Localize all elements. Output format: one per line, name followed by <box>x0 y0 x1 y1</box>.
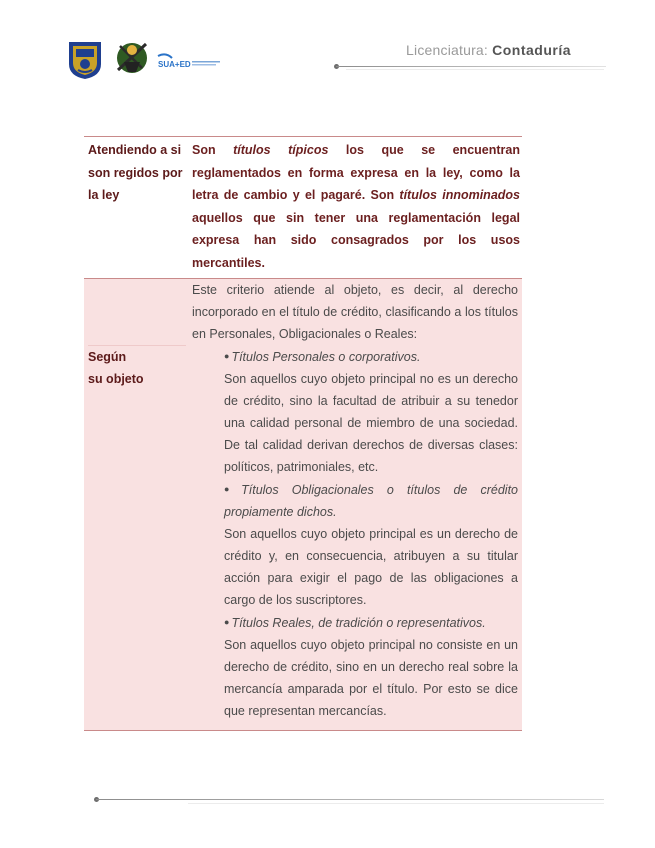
body-text: Son <box>192 143 234 157</box>
item-text: Son aquellos cuyo objeto principal es un derecho de crédito y, en consecuencia, atribuyen a su titular acción para exigir el pago de las obligaciones a cargo de los suscriptores. <box>224 527 518 607</box>
table-cell-body <box>186 137 522 279</box>
list-item <box>192 345 518 478</box>
classification-table <box>84 136 522 731</box>
row-label-object-line2: su objeto <box>88 372 144 386</box>
table-row-object <box>84 279 522 731</box>
body-emphasis: títulos típicos <box>233 143 329 157</box>
object-intro: Este criterio atiende al objeto, es decir, al derecho incorporado en el título de crédito, clasificando a los títulos en Personales, Obligacionales o Reales: <box>192 283 518 341</box>
footer-divider <box>96 799 604 800</box>
suayed-logo-icon <box>156 52 222 70</box>
item-heading: Títulos Obligacionales o títulos de crédito propiamente dichos. <box>224 483 518 519</box>
body-text: los que se encuentran reglamentados en forma expresa en la ley, como la letra de cambio y el pagaré. Son <box>192 143 520 202</box>
table-cell-label <box>84 137 186 279</box>
bullet-dot-icon: ● <box>224 617 230 627</box>
body-text: aquellos que sin tener una reglamentación legal expresa han sido consagrados por los usos mercantiles. <box>192 210 520 270</box>
table-cell-label <box>84 279 186 731</box>
footer-divider-shadow <box>188 803 604 804</box>
header-divider-shadow <box>346 69 604 70</box>
bullet-dot-icon: ● <box>224 351 230 361</box>
row-label-regulated: Atendiendo a si son regidos por la ley <box>88 143 183 202</box>
body-emphasis: títulos innominados <box>399 188 520 202</box>
fca-logo-icon <box>112 38 152 76</box>
row-body-regulated <box>192 139 520 274</box>
unam-shield-icon <box>66 40 104 80</box>
item-heading: Títulos Reales, de tradición o representativos. <box>231 616 486 630</box>
list-item <box>192 478 518 611</box>
header-title-highlight: Contaduría <box>492 42 571 58</box>
svg-text:SUA+ED: SUA+ED <box>158 60 191 69</box>
header-title-prefix: Licenciatura: <box>406 42 489 58</box>
item-heading: Títulos Personales o corporativos. <box>231 350 421 364</box>
table-cell-body <box>186 279 522 731</box>
list-item <box>192 611 518 722</box>
header-title <box>406 42 571 58</box>
bullet-dot-icon: ● <box>224 484 240 494</box>
item-text: Son aquellos cuyo objeto principal no es un derecho de crédito, sino la facultad de atribuir a su tenedor una calidad personal de miembro de una sociedad. De tal calidad derivan derechos de diversas clases: políticos, patrimoniales, etc. <box>224 372 518 474</box>
table-row-regulated <box>84 137 522 279</box>
item-text: Son aquellos cuyo objeto principal no consiste en un derecho de crédito, sino en un derecho real sobre la mercancía amparada por el título. Por esto se dice que representan mercancías. <box>224 638 518 718</box>
row-label-object-line1: Según <box>88 349 127 364</box>
header-divider <box>336 66 606 67</box>
label-rule <box>88 323 186 346</box>
